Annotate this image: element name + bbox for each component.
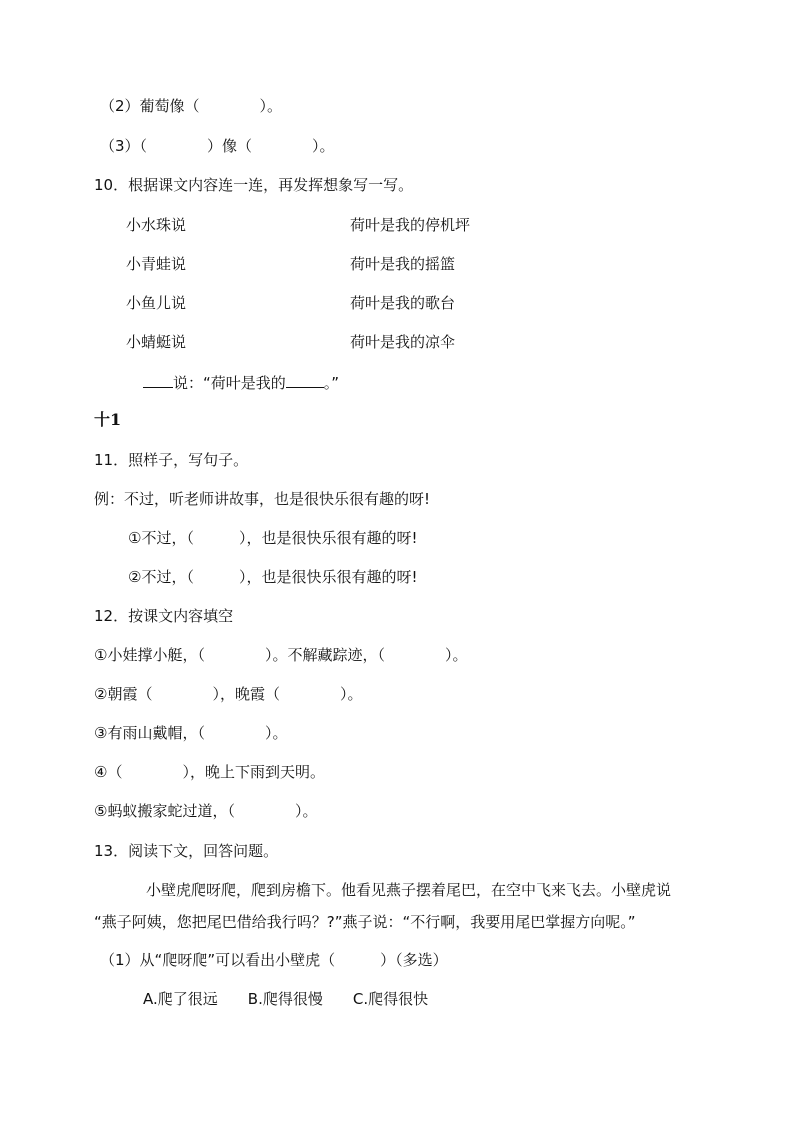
q12-item-3: ③有雨山戴帽，（ ）。 bbox=[94, 724, 288, 742]
q13-passage-line-1: 小壁虎爬呀爬，爬到房檐下。他看见燕子摆着尾巴，在空中飞来飞去。小壁虎说 bbox=[146, 881, 672, 899]
q13-option-a[interactable]: A.爬了很远 bbox=[143, 990, 218, 1008]
section-heading: 十1 bbox=[94, 410, 122, 429]
q10-fill-mid: 说：“荷叶是我的 bbox=[173, 374, 286, 392]
q10-right-3: 荷叶是我的歌台 bbox=[350, 294, 456, 312]
q10-fill-end: 。” bbox=[323, 374, 340, 392]
q12-item-1: ①小娃撑小艇，（ ）。不解藏踪迹，（ ）。 bbox=[94, 646, 468, 664]
q11-example: 例：不过，听老师讲故事，也是很快乐很有趣的呀! bbox=[94, 490, 431, 508]
q11-item-2: ②不过，（ ），也是很快乐很有趣的呀! bbox=[128, 568, 418, 586]
q11-title: 11．照样子，写句子。 bbox=[94, 451, 249, 469]
q10-left-4: 小蜻蜓说 bbox=[126, 333, 187, 351]
q10-right-1: 荷叶是我的停机坪 bbox=[350, 216, 471, 234]
q10-left-2: 小青蛙说 bbox=[126, 255, 187, 273]
q12-item-2: ②朝霞（ ），晚霞（ ）。 bbox=[94, 685, 363, 703]
q12-item-4: ④（ ），晚上下雨到天明。 bbox=[94, 763, 325, 781]
q10-fill-line bbox=[143, 371, 339, 393]
q9-line-3: （3）（ ）像（ ）。 bbox=[100, 137, 335, 155]
q10-left-1: 小水珠说 bbox=[126, 216, 187, 234]
q13-subquestion-1: （1）从“爬呀爬”可以看出小壁虎（ ）（多选） bbox=[100, 951, 448, 969]
q10-right-4: 荷叶是我的凉伞 bbox=[350, 333, 456, 351]
q9-line-2: （2）葡萄像（ ）。 bbox=[100, 97, 283, 115]
q11-item-1: ①不过，（ ），也是很快乐很有趣的呀! bbox=[128, 529, 418, 547]
q13-passage-line-2: “燕子阿姨，您把尾巴借给我行吗？?”燕子说：“不行啊，我要用尾巴掌握方向呢。” bbox=[94, 913, 636, 931]
q13-option-b[interactable]: B.爬得很慢 bbox=[247, 990, 323, 1008]
q10-title: 10．根据课文内容连一连，再发挥想象写一写。 bbox=[94, 176, 414, 194]
q12-item-5: ⑤蚂蚁搬家蛇过道，（ ）。 bbox=[94, 802, 318, 820]
q10-blank-what[interactable] bbox=[286, 371, 324, 388]
q12-title: 12．按课文内容填空 bbox=[94, 607, 234, 625]
q10-left-3: 小鱼儿说 bbox=[126, 294, 187, 312]
q13-option-c[interactable]: C.爬得很快 bbox=[352, 990, 429, 1008]
q10-right-2: 荷叶是我的摇篮 bbox=[350, 255, 456, 273]
q13-title: 13．阅读下文，回答问题。 bbox=[94, 842, 279, 860]
q10-blank-who[interactable] bbox=[143, 371, 173, 388]
q13-options bbox=[143, 989, 428, 1009]
